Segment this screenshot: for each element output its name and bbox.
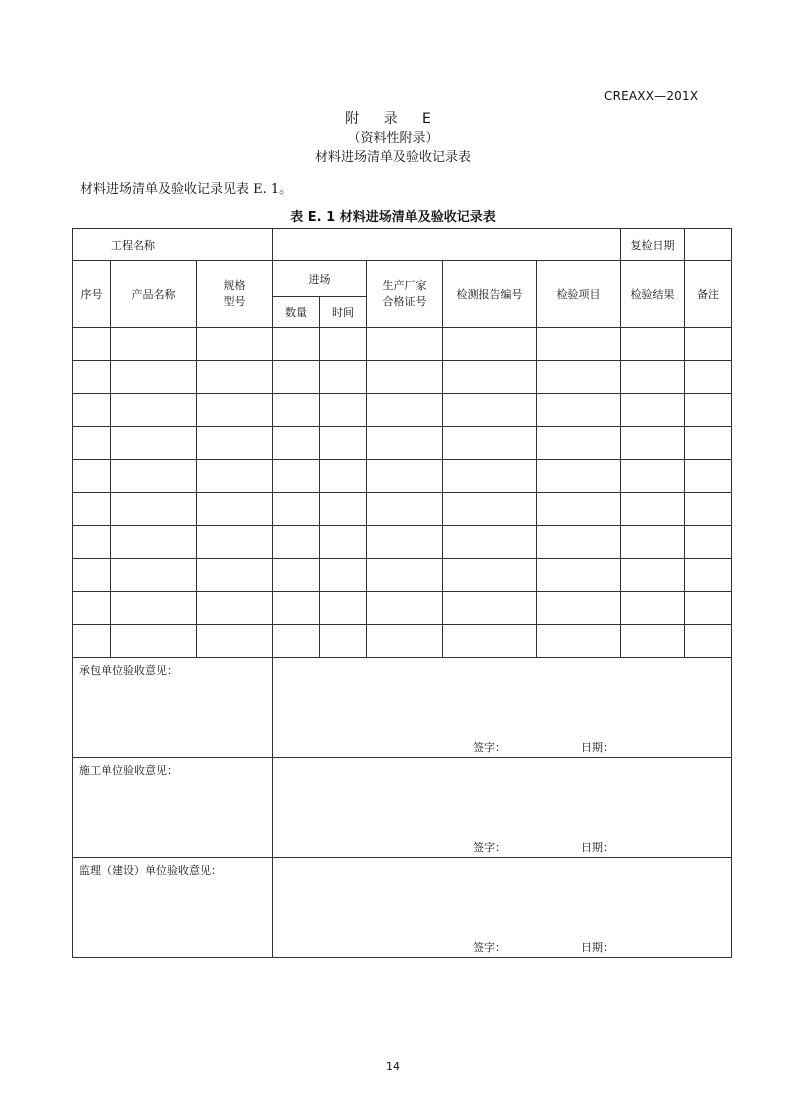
project-row	[73, 229, 732, 261]
table-cell[interactable]	[273, 559, 320, 592]
contractor-opinion-row	[73, 658, 732, 758]
recheck-value[interactable]	[685, 229, 732, 261]
table-cell[interactable]	[320, 328, 367, 361]
contractor-opinion-label: 承包单位验收意见：	[79, 664, 178, 677]
col-remark-header: 备注	[685, 261, 732, 328]
table-row	[73, 328, 732, 361]
table-cell[interactable]	[273, 328, 320, 361]
table-cell[interactable]	[685, 394, 732, 427]
table-cell[interactable]	[367, 625, 443, 658]
table-cell[interactable]	[621, 361, 685, 394]
table-cell[interactable]	[111, 526, 197, 559]
table-cell[interactable]	[443, 460, 537, 493]
table-cell[interactable]	[537, 427, 621, 460]
table-cell[interactable]	[73, 526, 111, 559]
table-cell[interactable]	[197, 394, 273, 427]
table-cell[interactable]	[197, 460, 273, 493]
supervision-opinion-signature-label: 签字：	[473, 941, 506, 954]
appendix-subtitle: （资料性附录）	[347, 131, 439, 146]
col-seq-header: 序号	[73, 261, 111, 328]
table-cell[interactable]	[111, 328, 197, 361]
header-row-1	[73, 261, 732, 297]
contractor-opinion-input[interactable]	[273, 658, 732, 758]
table-row	[73, 394, 732, 427]
table-cell[interactable]	[367, 559, 443, 592]
table-row	[73, 460, 732, 493]
table-cell[interactable]	[73, 559, 111, 592]
col-spec-header: 规格 型号	[197, 261, 273, 328]
table-cell[interactable]	[273, 592, 320, 625]
table-cell[interactable]	[443, 559, 537, 592]
table-cell[interactable]	[367, 526, 443, 559]
table-cell[interactable]	[537, 559, 621, 592]
table-cell[interactable]	[367, 493, 443, 526]
supervision-opinion-date-label: 日期：	[581, 941, 614, 954]
col-time-header: 时间	[320, 297, 367, 328]
table-cell[interactable]	[197, 493, 273, 526]
table-row	[73, 526, 732, 559]
table-row	[73, 592, 732, 625]
table-cell[interactable]	[621, 526, 685, 559]
table-cell[interactable]	[197, 328, 273, 361]
intro-text: 材料进场清单及验收记录见表 E. 1。	[80, 182, 293, 197]
table-cell[interactable]	[537, 460, 621, 493]
table-cell[interactable]	[537, 394, 621, 427]
table-cell[interactable]	[73, 427, 111, 460]
col-entry-header: 进场	[273, 261, 367, 297]
table-cell[interactable]	[197, 526, 273, 559]
table-cell[interactable]	[443, 493, 537, 526]
table-cell[interactable]	[685, 526, 732, 559]
table-cell[interactable]	[111, 460, 197, 493]
table-cell[interactable]	[685, 592, 732, 625]
table-cell[interactable]	[685, 328, 732, 361]
table-cell[interactable]	[111, 394, 197, 427]
project-value[interactable]	[273, 229, 621, 261]
table-cell[interactable]	[537, 328, 621, 361]
table-cell[interactable]	[621, 559, 685, 592]
table-cell[interactable]	[443, 427, 537, 460]
table-cell[interactable]	[320, 427, 367, 460]
contractor-opinion-signature-label: 签字：	[473, 741, 506, 754]
table-cell[interactable]	[273, 394, 320, 427]
table-cell[interactable]	[320, 592, 367, 625]
table-cell[interactable]	[685, 361, 732, 394]
table-cell[interactable]	[73, 361, 111, 394]
table-cell[interactable]	[320, 394, 367, 427]
supervision-opinion-input[interactable]	[273, 858, 732, 958]
supervision-opinion-label-cell	[73, 858, 273, 958]
table-row	[73, 427, 732, 460]
table-cell[interactable]	[685, 493, 732, 526]
recheck-label: 复检日期	[621, 229, 685, 261]
table-cell[interactable]	[320, 460, 367, 493]
table-cell[interactable]	[621, 493, 685, 526]
table-cell[interactable]	[621, 592, 685, 625]
contractor-opinion-date-label: 日期：	[581, 741, 614, 754]
table-cell[interactable]	[111, 361, 197, 394]
table-cell[interactable]	[73, 592, 111, 625]
table-cell[interactable]	[443, 526, 537, 559]
table-cell[interactable]	[273, 460, 320, 493]
table-cell[interactable]	[197, 427, 273, 460]
contractor-opinion-label-cell	[73, 658, 273, 758]
project-label: 工程名称	[73, 229, 273, 261]
table-cell[interactable]	[621, 427, 685, 460]
table-cell[interactable]	[273, 526, 320, 559]
table-cell[interactable]	[73, 493, 111, 526]
table-cell[interactable]	[367, 394, 443, 427]
col-report-header: 检测报告编号	[443, 261, 537, 328]
table-cell[interactable]	[111, 592, 197, 625]
table-cell[interactable]	[273, 427, 320, 460]
table-cell[interactable]	[320, 526, 367, 559]
table-cell[interactable]	[320, 559, 367, 592]
table-cell[interactable]	[73, 625, 111, 658]
table-cell[interactable]	[367, 328, 443, 361]
construction-opinion-label-cell	[73, 758, 273, 858]
construction-opinion-label: 施工单位验收意见：	[79, 764, 178, 777]
table-cell[interactable]	[443, 361, 537, 394]
construction-opinion-input[interactable]	[273, 758, 732, 858]
table-cell[interactable]	[685, 427, 732, 460]
table-cell[interactable]	[621, 460, 685, 493]
table-row	[73, 559, 732, 592]
table-row	[73, 493, 732, 526]
table-cell[interactable]	[197, 361, 273, 394]
table-cell[interactable]	[111, 625, 197, 658]
table-cell[interactable]	[73, 328, 111, 361]
table-cell[interactable]	[367, 460, 443, 493]
supervision-opinion-label: 监理（建设）单位验收意见：	[79, 864, 222, 877]
page-number: 14	[386, 1060, 400, 1073]
table-cell[interactable]	[320, 493, 367, 526]
table-cell[interactable]	[320, 625, 367, 658]
appendix-title: 附 录 E	[345, 111, 441, 127]
table-cell[interactable]	[197, 592, 273, 625]
table-cell[interactable]	[273, 361, 320, 394]
col-qty-header: 数量	[273, 297, 320, 328]
col-product-header: 产品名称	[111, 261, 197, 328]
table-cell[interactable]	[537, 592, 621, 625]
table-cell[interactable]	[367, 361, 443, 394]
table-cell[interactable]	[537, 526, 621, 559]
table-cell[interactable]	[367, 427, 443, 460]
table-cell[interactable]	[367, 592, 443, 625]
table-cell[interactable]	[621, 328, 685, 361]
supervision-opinion-row	[73, 858, 732, 958]
table-cell[interactable]	[443, 328, 537, 361]
col-cert-header: 生产厂家 合格证号	[367, 261, 443, 328]
table-cell[interactable]	[73, 394, 111, 427]
table-row	[73, 625, 732, 658]
table-row	[73, 361, 732, 394]
table-cell[interactable]	[197, 625, 273, 658]
record-table	[72, 228, 732, 958]
construction-opinion-date-label: 日期：	[581, 841, 614, 854]
appendix-name: 材料进场清单及验收记录表	[314, 150, 471, 165]
construction-opinion-row	[73, 758, 732, 858]
table-cell[interactable]	[111, 493, 197, 526]
table-cell[interactable]	[621, 625, 685, 658]
table-cell[interactable]	[621, 394, 685, 427]
table-cell[interactable]	[111, 427, 197, 460]
table-cell[interactable]	[111, 559, 197, 592]
table-cell[interactable]	[685, 460, 732, 493]
table-cell[interactable]	[443, 625, 537, 658]
table-title: 表 E. 1 材料进场清单及验收记录表	[290, 210, 496, 225]
table-cell[interactable]	[537, 361, 621, 394]
table-cell[interactable]	[537, 493, 621, 526]
table-cell[interactable]	[443, 592, 537, 625]
table-cell[interactable]	[273, 493, 320, 526]
table-cell[interactable]	[73, 460, 111, 493]
table-cell[interactable]	[443, 394, 537, 427]
table-cell[interactable]	[197, 559, 273, 592]
table-cell[interactable]	[320, 361, 367, 394]
col-item-header: 检验项目	[537, 261, 621, 328]
col-result-header: 检验结果	[621, 261, 685, 328]
construction-opinion-signature-label: 签字：	[473, 841, 506, 854]
table-cell[interactable]	[685, 559, 732, 592]
document-code: CREAXX—201X	[604, 89, 699, 103]
table-cell[interactable]	[537, 625, 621, 658]
table-cell[interactable]	[273, 625, 320, 658]
table-cell[interactable]	[685, 625, 732, 658]
